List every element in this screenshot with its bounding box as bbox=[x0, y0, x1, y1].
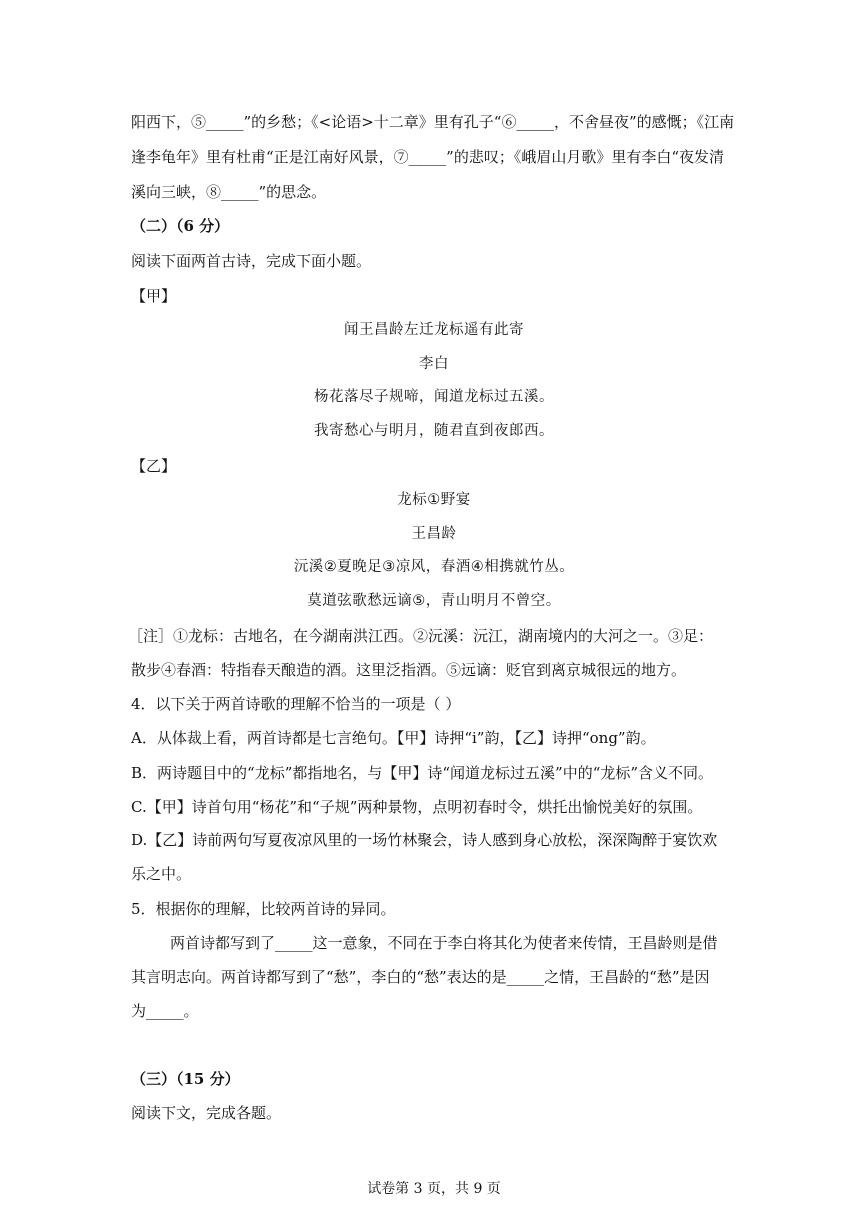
q5-line-1: 两首诗都写到了_____这一意象，不同在于李白将其化为使者来传情，王昌龄则是借 bbox=[170, 934, 718, 952]
intro-line-2: 逢李龟年》里有杜甫“正是江南好风景，⑦_____”的悲叹；《峨眉山月歌》里有李白“夜发清 bbox=[131, 148, 725, 166]
q4-option-d-cont: 乐之中。 bbox=[131, 865, 192, 883]
notes-line-2: 散步④春酒：特指春天酿造的酒。这里泛指酒。⑤远谪：贬官到离京城很远的地方。 bbox=[131, 661, 687, 679]
q5-line-2: 其言明志向。两首诗都写到了“愁”，李白的“愁”表达的是_____之情，王昌龄的“愁”是因 bbox=[131, 968, 710, 986]
q4-stem: 4．以下关于两首诗歌的理解不恰当的一项是（ ） bbox=[131, 695, 461, 713]
poem-yi-label: 【乙】 bbox=[131, 457, 177, 475]
page-footer: 试卷第 3 页，共 9 页 bbox=[367, 1181, 501, 1197]
q4-option-d: D.【乙】诗前两句写夏夜凉风里的一场竹林聚会，诗人感到身心放松，深深陶醉于宴饮欢 bbox=[131, 831, 718, 849]
q5-line-3: 为_____。 bbox=[131, 1002, 199, 1020]
q5-stem: 5．根据你的理解，比较两首诗的异同。 bbox=[131, 900, 396, 918]
intro-line-3: 溪向三峡，⑧_____”的思念。 bbox=[131, 183, 327, 201]
section3-instruction: 阅读下文，完成各题。 bbox=[131, 1104, 282, 1122]
poem-jia-label: 【甲】 bbox=[131, 287, 177, 305]
section2-instruction: 阅读下面两首古诗，完成下面小题。 bbox=[131, 252, 372, 270]
poem-yi-title: 龙标①野宴 bbox=[397, 492, 471, 508]
poem-jia-line-1: 杨花落尽子规啼，闻道龙标过五溪。 bbox=[314, 389, 554, 405]
q4-option-b: B．两诗题目中的“龙标”都指地名，与【甲】诗“闻道龙标过五溪”中的“龙标”含义不同。 bbox=[131, 764, 714, 782]
poem-yi-line-1: 沅溪②夏晚足③凉风，春酒④相携就竹丛。 bbox=[293, 559, 575, 575]
poem-jia-author: 李白 bbox=[419, 356, 449, 372]
poem-jia-title: 闻王昌龄左迁龙标遥有此寄 bbox=[344, 322, 524, 338]
section2-heading: （二）（6 分） bbox=[131, 217, 230, 235]
intro-line-1: 阳西下，⑤_____”的乡愁；《<论语>十二章》里有孔子“⑥_____，不舍昼夜”的感慨；《江南 bbox=[131, 113, 735, 131]
poem-jia-line-2: 我寄愁心与明月，随君直到夜郎西。 bbox=[314, 423, 554, 439]
q4-option-c: C.【甲】诗首句用“杨花”和“子规”两种景物，点明初春时令，烘托出愉悦美好的氛围。 bbox=[131, 798, 703, 816]
poem-yi-line-2: 莫道弦歌愁远谪⑤，青山明月不曾空。 bbox=[307, 593, 561, 609]
notes-line-1: ［注］①龙标：古地名，在今湖南洪江西。②沅溪：沅江，湖南境内的大河之一。③足： bbox=[128, 627, 714, 645]
poem-yi-author: 王昌龄 bbox=[411, 526, 457, 542]
section3-heading: （三）（15 分） bbox=[131, 1070, 240, 1088]
q4-option-a: A．从体裁上看，两首诗都是七言绝句。【甲】诗押“i”韵，【乙】诗押“ong”韵。 bbox=[131, 729, 656, 747]
